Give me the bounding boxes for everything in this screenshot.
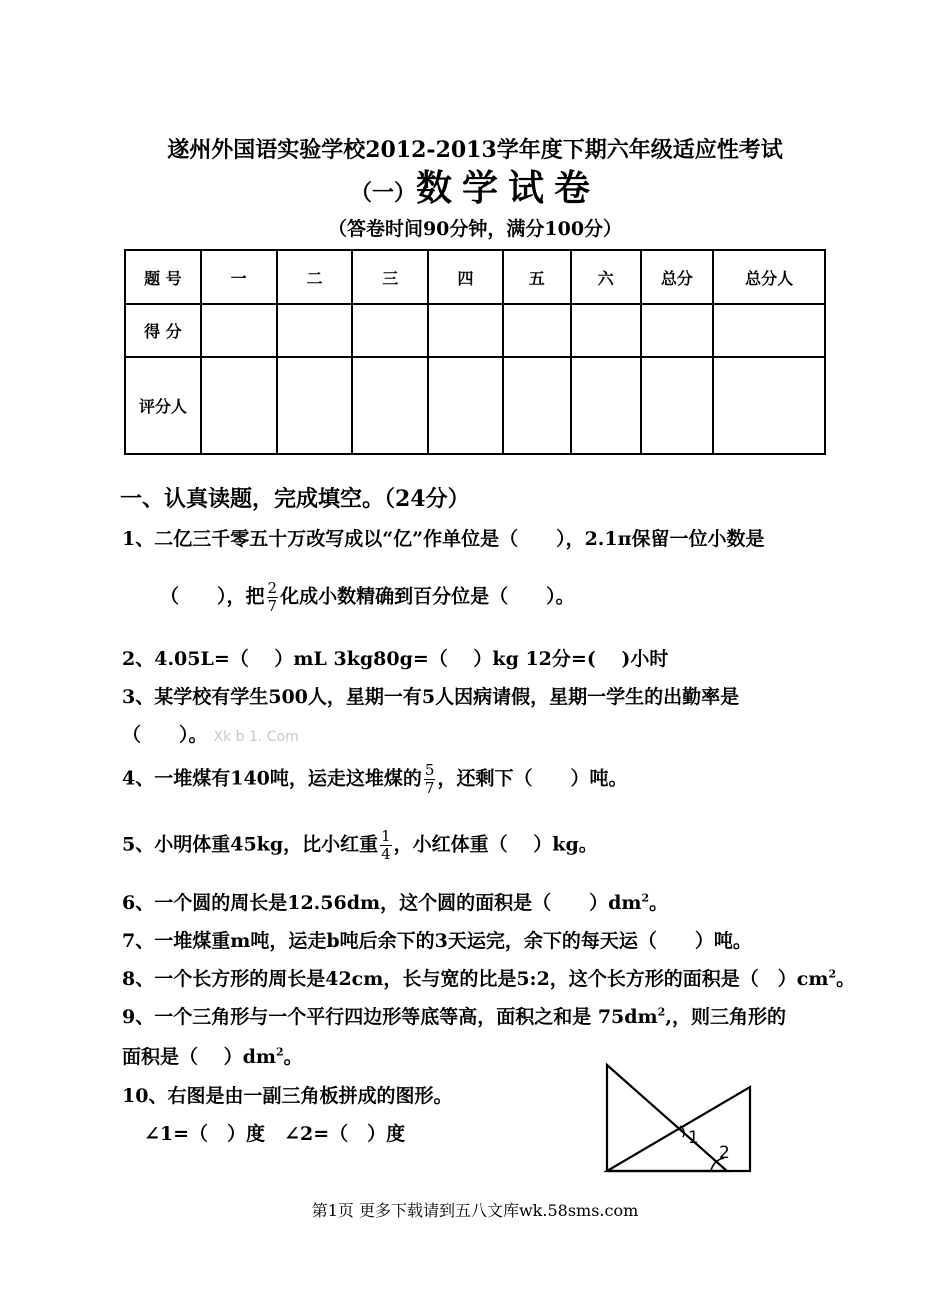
header-cell: 总分人 <box>713 250 825 304</box>
question-9-line1 <box>122 1002 786 1029</box>
header-cell: 六 <box>571 250 641 304</box>
q9-line2-superscript: 2 <box>276 1045 284 1059</box>
exam-title-line2 <box>0 160 950 211</box>
score-row <box>125 304 825 357</box>
q1-text-a: （ ），把 <box>160 585 265 608</box>
title-prefix: （一） <box>349 180 416 206</box>
fraction-denominator: 4 <box>381 845 391 863</box>
grader-cell <box>641 357 714 454</box>
score-cell <box>571 304 641 357</box>
fraction-2-7 <box>267 580 279 615</box>
exam-subject-title: 数学试卷 <box>416 167 601 209</box>
q8-text-b: 。 <box>836 968 856 990</box>
grader-row <box>125 357 825 454</box>
page-footer: 第1页 更多下载请到五八文库wk.58sms.com <box>311 1201 639 1220</box>
question-6 <box>122 888 668 915</box>
fraction-denominator: 7 <box>424 779 435 797</box>
question-5 <box>122 828 598 863</box>
question-1-line2 <box>160 580 575 615</box>
question-4 <box>122 762 627 797</box>
question-10-line2: ∠1=（ ）度 ∠2=（ ）度 <box>144 1123 406 1145</box>
score-cell <box>641 304 714 357</box>
score-cell <box>428 304 503 357</box>
header-cell: 五 <box>503 250 571 304</box>
question-2: 2、4.05L=（ ）mL 3kg80g=（ ）kg 12分=( )小时 <box>122 648 669 670</box>
grader-cell <box>713 357 825 454</box>
score-cell <box>277 304 353 357</box>
fraction-numerator: 5 <box>424 761 435 779</box>
q4-text-b: ，还剩下（ ）吨。 <box>437 767 628 790</box>
q5-text-b: ，小红体重（ ）kg。 <box>393 833 598 856</box>
score-table <box>124 249 826 455</box>
question-1-line1: 1、二亿三千零五十万改写成以“亿”作单位是（ ），2.1π保留一位小数是 <box>122 528 765 550</box>
q9-text-b: ,，则三角形的 <box>665 1006 786 1028</box>
q3-blank: （ ）。 <box>122 724 208 746</box>
question-8 <box>122 964 855 991</box>
time-note: （答卷时间90分钟，满分100分） <box>327 218 623 240</box>
grader-cell <box>571 357 641 454</box>
q6-text-a: 6、一个圆的周长是12.56dm，这个圆的面积是（ ）dm <box>122 892 642 914</box>
grader-cell <box>503 357 571 454</box>
score-cell <box>713 304 825 357</box>
question-3-line2 <box>122 720 299 747</box>
header-cell: 题 号 <box>125 250 201 304</box>
q8-superscript: 2 <box>828 967 837 981</box>
fraction-5-7 <box>424 762 436 797</box>
header-cell: 三 <box>352 250 428 304</box>
fraction-1-4 <box>380 828 392 863</box>
question-9-line2 <box>122 1042 303 1069</box>
header-cell: 总分 <box>641 250 714 304</box>
angle-2-label: 2 <box>719 1143 730 1163</box>
score-table-header-row <box>125 250 825 304</box>
exam-title-line1: 遂州外国语实验学校2012-2013学年度下期六年级适应性考试 <box>167 137 783 163</box>
q4-text-a: 4、一堆煤有140吨，运走这堆煤的 <box>122 767 422 790</box>
grader-cell <box>201 357 277 454</box>
watermark: Xk b 1. Com <box>213 729 299 745</box>
q9-text-a: 9、一个三角形与一个平行四边形等底等高，面积之和是 75dm <box>122 1006 658 1028</box>
angle-1-label: 1 <box>688 1128 699 1148</box>
grader-cell <box>428 357 503 454</box>
score-cell <box>503 304 571 357</box>
q9-superscript: 2 <box>657 1005 666 1019</box>
fraction-numerator: 2 <box>267 579 278 597</box>
q6-text-b: 。 <box>649 892 669 914</box>
header-cell: 四 <box>428 250 503 304</box>
q6-superscript: 2 <box>641 891 650 905</box>
header-cell: 二 <box>277 250 353 304</box>
question-7: 7、一堆煤重m吨，运走b吨后余下的3天运完，余下的每天运（ ）吨。 <box>122 930 752 952</box>
grader-cell <box>352 357 428 454</box>
fraction-numerator: 1 <box>381 827 391 845</box>
header-cell: 一 <box>201 250 277 304</box>
score-cell <box>201 304 277 357</box>
q9-line2-text-a: 面积是（ ）dm <box>122 1046 277 1068</box>
question-10-line1: 10、右图是由一副三角板拼成的图形。 <box>122 1085 453 1107</box>
q5-text-a: 5、小明体重45kg，比小红重 <box>122 833 379 856</box>
score-cell <box>352 304 428 357</box>
score-row-label: 得 分 <box>125 304 201 357</box>
grader-cell <box>277 357 353 454</box>
q1-text-b: 化成小数精确到百分位是（ ）。 <box>280 585 575 608</box>
q9-line2-text-b: 。 <box>283 1046 303 1068</box>
q8-text-a: 8、一个长方形的周长是42cm，长与宽的比是5:2，这个长方形的面积是（ ）cm <box>122 968 829 990</box>
question-3-line1: 3、某学校有学生500人，星期一有5人因病请假，星期一学生的出勤率是 <box>122 686 740 708</box>
right-triangle-45 <box>607 1065 727 1171</box>
grader-row-label: 评分人 <box>125 357 201 454</box>
fraction-denominator: 7 <box>267 597 278 615</box>
section-heading: 一、认真读题，完成填空。（24分） <box>120 486 470 512</box>
triangle-set-figure <box>600 1060 760 1178</box>
